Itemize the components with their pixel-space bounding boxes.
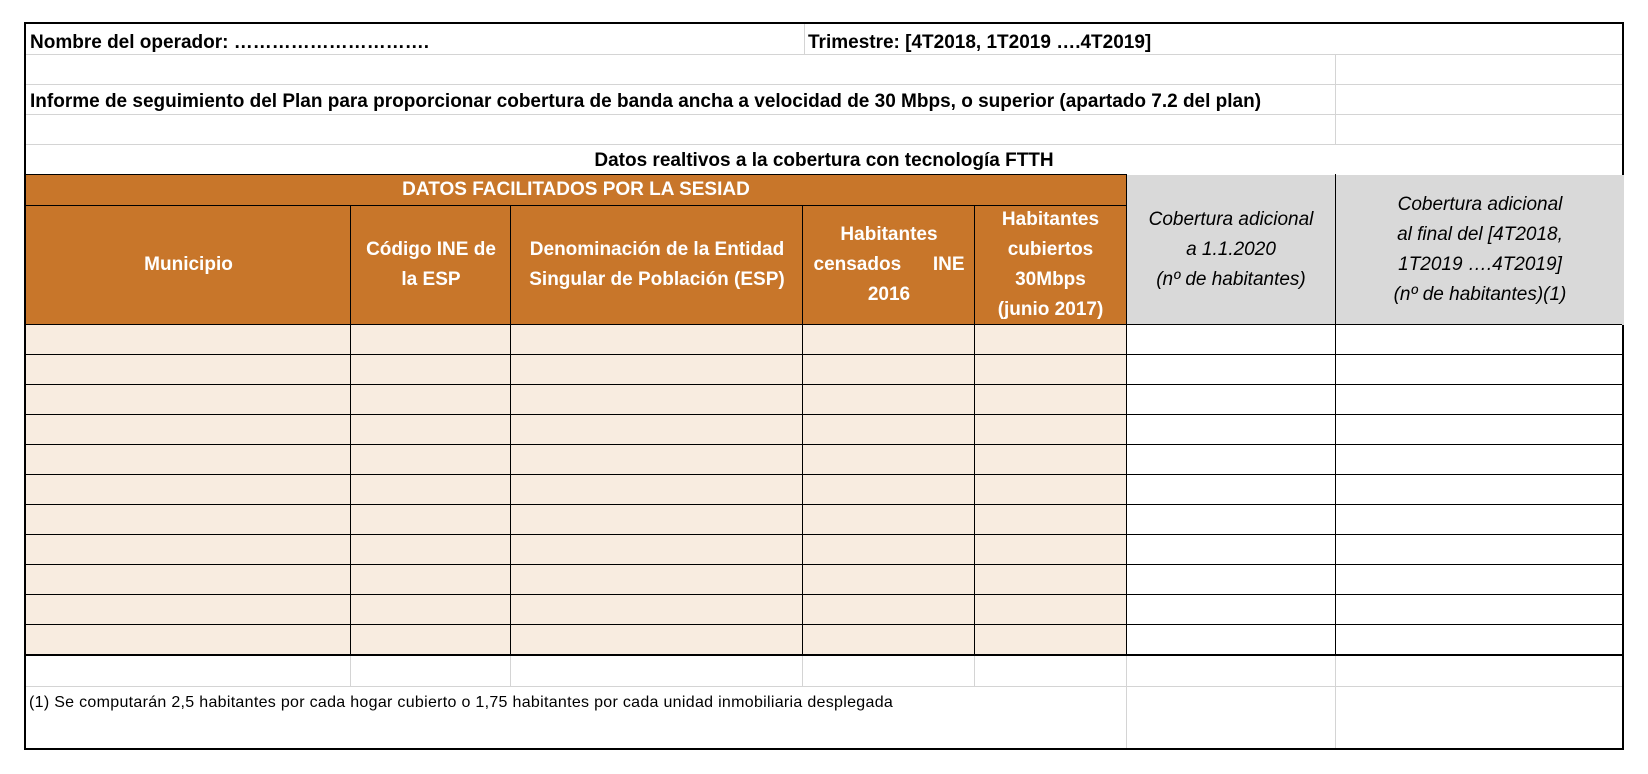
table-cell[interactable] (351, 325, 510, 354)
table-cell[interactable] (1127, 565, 1335, 594)
table-cell[interactable] (803, 565, 974, 594)
gridline (26, 84, 1622, 85)
gridline (804, 24, 805, 54)
table-cell[interactable] (351, 565, 510, 594)
table-cell[interactable] (975, 505, 1126, 534)
gridline (974, 656, 975, 686)
table-cell[interactable] (351, 505, 510, 534)
header-line: (nº de habitantes)(1) (1393, 284, 1567, 305)
section-title: Datos realtivos a la cobertura con tecnología FTTH (594, 150, 1054, 171)
table-cell[interactable] (26, 325, 350, 354)
spreadsheet-form (24, 22, 1624, 750)
header-line: Denominación de la Entidad (529, 239, 785, 260)
table-cell[interactable] (1127, 325, 1335, 354)
header-line: Habitantes (840, 224, 938, 245)
table-cell[interactable] (1336, 445, 1622, 474)
table-cell[interactable] (1336, 355, 1622, 384)
table-cell[interactable] (351, 475, 510, 504)
gridline (26, 686, 1622, 687)
gridline (26, 114, 1622, 115)
table-row (26, 505, 1622, 535)
table-cell[interactable] (803, 505, 974, 534)
border (26, 654, 1622, 656)
header-line: 1T2019 ….4T2019] (1398, 254, 1562, 275)
header-line: (nº de habitantes) (1156, 269, 1306, 290)
header-line: cubiertos (1007, 239, 1094, 260)
header-line: Cobertura adicional (1148, 209, 1314, 230)
table-cell[interactable] (26, 625, 350, 654)
table-cell[interactable] (803, 355, 974, 384)
table-cell[interactable] (511, 565, 802, 594)
table-cell[interactable] (26, 535, 350, 564)
header-line: 2016 (867, 284, 911, 305)
table-cell[interactable] (803, 415, 974, 444)
table-cell[interactable] (975, 415, 1126, 444)
table-row (26, 325, 1622, 355)
gridline (26, 54, 1622, 55)
table-cell[interactable] (803, 325, 974, 354)
table-row (26, 355, 1622, 385)
header-line: 30Mbps (1015, 269, 1086, 290)
table-cell[interactable] (511, 625, 802, 654)
table-cell[interactable] (975, 355, 1126, 384)
table-cell[interactable] (975, 535, 1126, 564)
table-cell[interactable] (26, 475, 350, 504)
table-cell[interactable] (803, 385, 974, 414)
table-cell[interactable] (975, 565, 1126, 594)
header-line: Código INE de (366, 239, 496, 260)
table-cell[interactable] (511, 595, 802, 624)
table-cell[interactable] (511, 505, 802, 534)
table-cell[interactable] (351, 595, 510, 624)
table-cell[interactable] (975, 595, 1126, 624)
header-line: Habitantes (1001, 209, 1100, 230)
table-cell[interactable] (975, 625, 1126, 654)
table-cell[interactable] (1127, 625, 1335, 654)
table-cell[interactable] (803, 595, 974, 624)
table-cell[interactable] (803, 475, 974, 504)
header-habitantes-cubiertos (975, 205, 1126, 325)
header-line: la ESP (401, 269, 461, 290)
table-cell[interactable] (26, 595, 350, 624)
table-cell[interactable] (1336, 475, 1622, 504)
header-denominacion (511, 205, 803, 325)
table-cell[interactable] (1336, 385, 1622, 414)
table-cell[interactable] (1336, 415, 1622, 444)
table-cell[interactable] (26, 565, 350, 594)
table-cell[interactable] (1336, 595, 1622, 624)
gridline (1335, 114, 1336, 144)
header-line: Municipio (144, 254, 233, 275)
footnote: (1) Se computarán 2,5 habitantes por cada hogar cubierto o 1,75 habitantes por cada unidad inmobiliaria desplegada (29, 694, 894, 711)
table-cell[interactable] (1127, 415, 1335, 444)
table-row (26, 475, 1622, 505)
header-line: (junio 2017) (997, 299, 1104, 320)
table-cell[interactable] (1127, 385, 1335, 414)
table-cell[interactable] (975, 325, 1126, 354)
table-row (26, 535, 1622, 565)
table-cell[interactable] (1336, 535, 1622, 564)
table-cell[interactable] (511, 325, 802, 354)
table-cell[interactable] (26, 445, 350, 474)
report-title: Informe de seguimiento del Plan para proporcionar cobertura de banda ancha a velocidad de 30 Mbps, o superior (apartado 7.2 del plan) (30, 91, 1262, 112)
table-cell[interactable] (511, 385, 802, 414)
header-line: Singular de Población (ESP) (529, 269, 785, 290)
operator-name-label: Nombre del operador: …………………………. (30, 32, 430, 53)
table-cell[interactable] (511, 415, 802, 444)
table-cell[interactable] (511, 445, 802, 474)
table-cell[interactable] (1127, 595, 1335, 624)
table-cell[interactable] (351, 415, 510, 444)
quarter-label: Trimestre: [4T2018, 1T2019 ….4T2019] (808, 32, 1152, 53)
table-cell[interactable] (1336, 505, 1622, 534)
header-habitantes-censados (803, 205, 975, 325)
border (26, 174, 1126, 175)
table-row (26, 595, 1622, 625)
table-cell[interactable] (1127, 505, 1335, 534)
table-cell[interactable] (1127, 535, 1335, 564)
header-codigo-ine (351, 205, 511, 325)
table-cell[interactable] (1336, 325, 1622, 354)
table-cell[interactable] (26, 385, 350, 414)
group-header-label: DATOS FACILITADOS POR LA SESIAD (402, 179, 750, 200)
data-table-body (26, 325, 1622, 655)
header-line: a 1.1.2020 (1186, 239, 1276, 260)
gridline (350, 656, 351, 686)
table-cell[interactable] (351, 535, 510, 564)
table-row (26, 565, 1622, 595)
table-row (26, 445, 1622, 475)
table-cell[interactable] (351, 385, 510, 414)
header-line: Cobertura adicional (1397, 194, 1563, 215)
table-cell[interactable] (1127, 355, 1335, 384)
gridline (510, 656, 511, 686)
gridline (1335, 656, 1336, 748)
header-cobertura-2020 (1126, 175, 1336, 325)
table-cell[interactable] (975, 385, 1126, 414)
table-cell[interactable] (1336, 625, 1622, 654)
header-municipio (26, 205, 351, 325)
table-cell[interactable] (26, 355, 350, 384)
gridline (802, 656, 803, 686)
table-cell[interactable] (975, 445, 1126, 474)
table-cell[interactable] (26, 505, 350, 534)
table-cell[interactable] (351, 445, 510, 474)
table-cell[interactable] (803, 535, 974, 564)
table-cell[interactable] (351, 625, 510, 654)
table-cell[interactable] (351, 355, 510, 384)
table-row (26, 415, 1622, 445)
header-line: al final del [4T2018, (1397, 224, 1563, 245)
table-cell[interactable] (1127, 445, 1335, 474)
border (26, 205, 1126, 206)
table-cell[interactable] (511, 535, 802, 564)
table-cell[interactable] (1336, 565, 1622, 594)
gridline (26, 144, 1622, 145)
gridline (1126, 656, 1127, 748)
sesiad-group-header (26, 175, 1126, 205)
table-cell[interactable] (803, 625, 974, 654)
table-row (26, 625, 1622, 655)
table-row (26, 385, 1622, 415)
table-cell[interactable] (1127, 475, 1335, 504)
header-line: censados INE (813, 254, 965, 275)
table-cell[interactable] (26, 415, 350, 444)
table-cell[interactable] (511, 475, 802, 504)
table-cell[interactable] (975, 475, 1126, 504)
table-cell[interactable] (511, 355, 802, 384)
header-cobertura-final (1336, 175, 1624, 325)
table-cell[interactable] (803, 445, 974, 474)
